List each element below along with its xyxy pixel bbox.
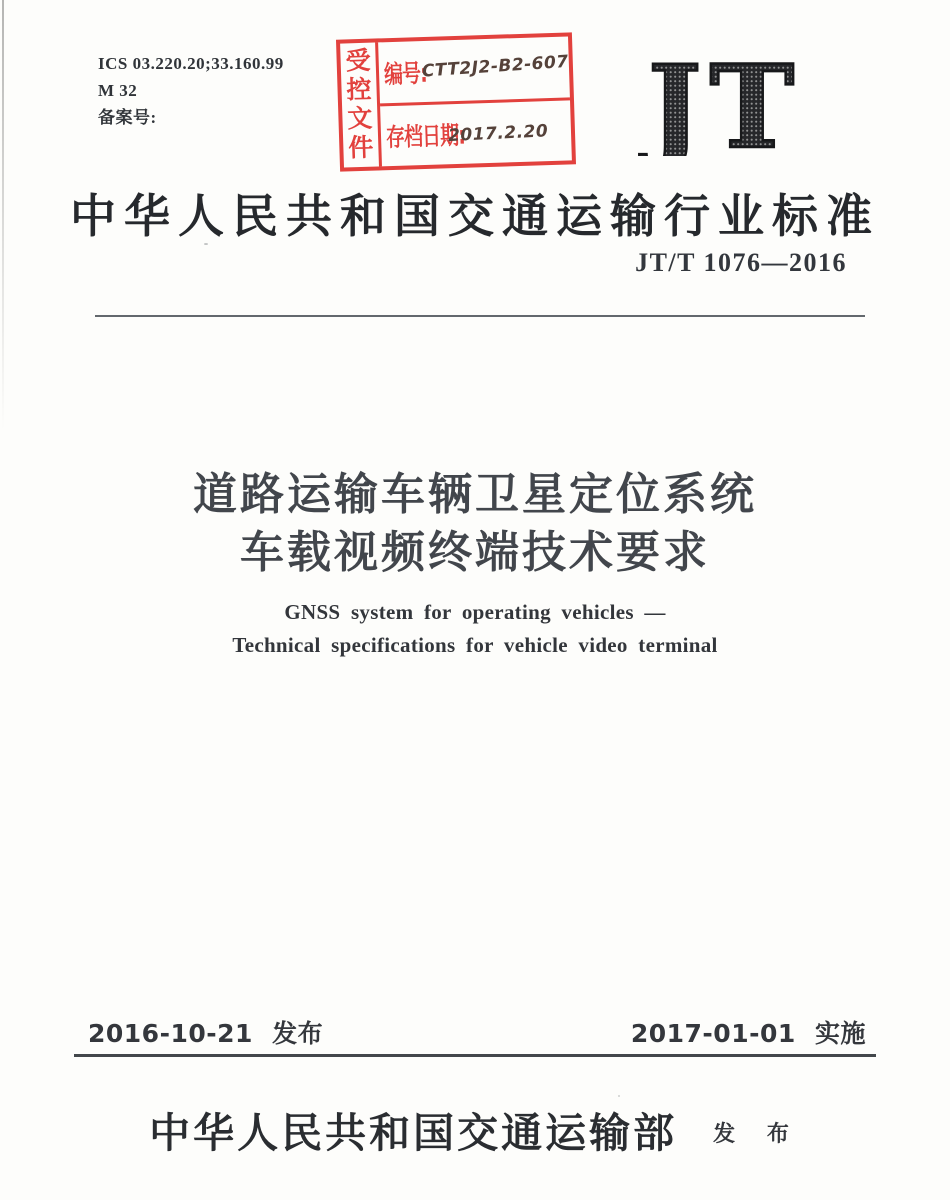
stamp-char: 件 (347, 134, 374, 163)
scan-speck (618, 1095, 620, 1097)
ics-code: ICS 03.220.20;33.160.99 (98, 54, 284, 73)
stamp-char: 受 (345, 47, 372, 76)
publish-label: 发 布 (713, 1122, 801, 1147)
scan-speck (204, 243, 208, 245)
document-title-cn (0, 466, 950, 582)
stamp-date-handwritten: 2017.2.20 (447, 121, 549, 146)
publisher-row (0, 1100, 950, 1159)
svg-text:JT: JT (647, 52, 803, 156)
jt-logo-icon (628, 52, 823, 156)
stamp-number-handwritten: CTT2J2-B2-607 (421, 52, 570, 82)
stamp-number-label: 编号: (383, 59, 428, 90)
horizontal-rule-top (95, 315, 865, 317)
standard-number: JT/T 1076—2016 (635, 248, 847, 277)
publisher-name: 中华人民共和国交通运输部 (149, 1110, 678, 1156)
issue-label: 发布 (272, 1019, 324, 1048)
document-title-en-line2: Technical specifications for vehicle video terminal (232, 633, 718, 657)
page-title: 中华人民共和国交通运输行业标准 (70, 191, 880, 242)
horizontal-rule-bottom (74, 1054, 876, 1057)
controlled-document-stamp (336, 32, 576, 171)
stamp-date-label: 存档日期: (385, 122, 466, 153)
stamp-number-row (378, 36, 570, 105)
stamp-vertical-label (340, 42, 382, 167)
document-title-cn-line2: 车载视频终端技术要求 (240, 527, 710, 578)
implementation-date-group (631, 1014, 866, 1050)
jt-logo (628, 52, 823, 161)
record-number-label: 备案号: (98, 108, 157, 127)
classification-code: M 32 (98, 81, 138, 100)
issue-date-group (88, 1014, 323, 1050)
implementation-date: 2017-01-01 (630, 1019, 796, 1048)
ics-block (98, 50, 284, 131)
stamp-char: 控 (346, 76, 372, 105)
stamp-date-row (380, 100, 572, 166)
document-title-en (0, 596, 950, 662)
dates-row (88, 1014, 866, 1050)
document-title-cn-line1: 道路运输车辆卫星定位系统 (193, 469, 757, 520)
issue-date: 2016-10-21 (88, 1019, 253, 1048)
stamp-char: 文 (347, 105, 373, 134)
implementation-label: 实施 (814, 1019, 866, 1048)
document-title-en-line1: GNSS system for operating vehicles — (284, 600, 666, 624)
stamp-fields (378, 36, 572, 166)
